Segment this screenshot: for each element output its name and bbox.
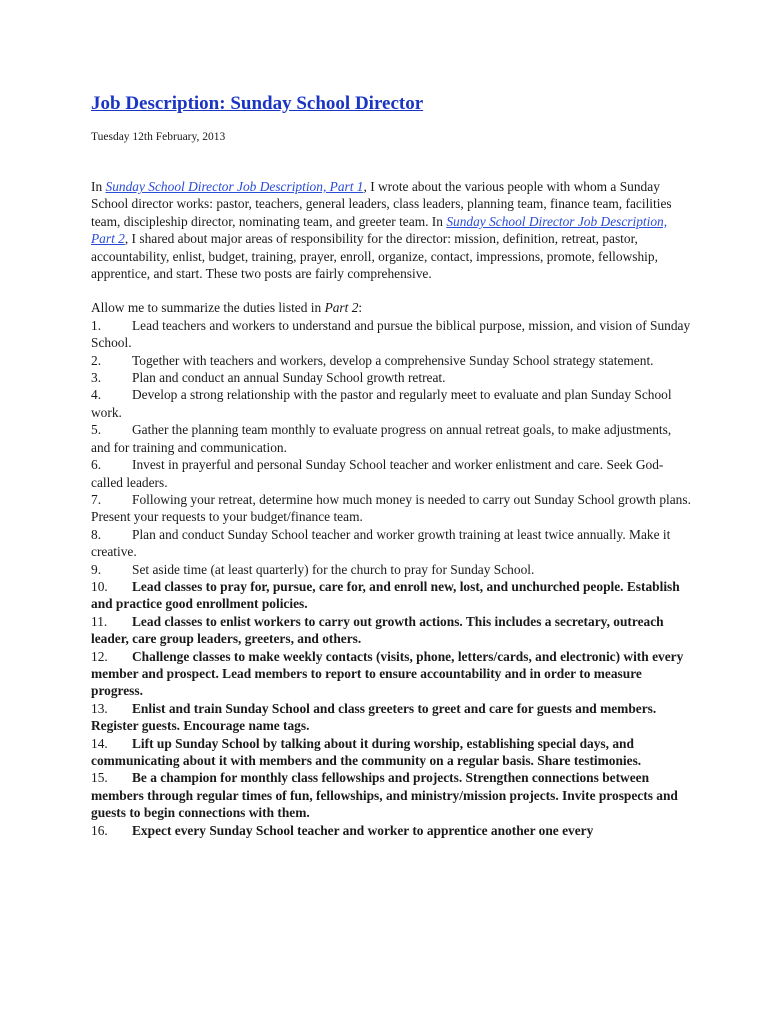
duty-number: 10.: [91, 578, 108, 594]
duty-item: [91, 578, 691, 613]
part-2-link[interactable]: Sunday School Director Job Description, Part 2: [91, 213, 668, 247]
post-date: Tuesday 12th February, 2013: [91, 131, 226, 143]
page-title[interactable]: Job Description: Sunday School Director: [91, 93, 424, 114]
duty-text: Be a champion for monthly class fellowships and projects. Strengthen connections between members through regular times of fun, fellowships, and ministry/mission projects. Invite prospects and guests to begin connections with them.: [91, 770, 678, 821]
intro-text-1: In: [91, 179, 106, 194]
intro-paragraph: [91, 178, 691, 282]
duty-text: Following your retreat, determine how much money is needed to carry out Sunday School growth plans. Present your requests to your budget/finance team.: [91, 491, 691, 525]
duty-number: 11.: [91, 613, 108, 629]
duty-text: Enlist and train Sunday School and class greeters to greet and care for guests and members. Register guests. Encourage name tags.: [91, 700, 657, 734]
duty-text: Plan and conduct Sunday School teacher and worker growth training at least twice annually. Make it creative.: [91, 526, 671, 560]
duty-number: 15.: [91, 770, 108, 786]
duty-item: [91, 386, 691, 421]
summary-lead-text: Allow me to summarize the duties listed in: [91, 300, 325, 316]
duty-number: 4.: [91, 387, 102, 403]
duty-text: Challenge classes to make weekly contacts (visits, phone, letters/cards, and electronic) with every member and prospect. Lead members to report to ensure accountability and in order to measure progress.: [91, 648, 684, 699]
duty-number: 9.: [91, 561, 102, 577]
duty-item: [91, 648, 691, 700]
summary-part-ref: Part 2: [324, 300, 359, 316]
duty-item: [91, 613, 691, 648]
duty-text: Lead classes to enlist workers to carry out growth actions. This includes a secretary, outreach leader, care group leaders, greeters, and others.: [91, 613, 664, 647]
duty-item: [91, 526, 691, 561]
duty-number: 14.: [91, 735, 108, 751]
duty-number: 7.: [91, 491, 102, 507]
summary-lead: [91, 299, 691, 316]
duty-number: 6.: [91, 457, 102, 473]
duty-number: 2.: [91, 352, 102, 368]
article-body: [91, 178, 691, 839]
duty-item: [91, 421, 691, 456]
duty-item: [91, 822, 691, 839]
duty-text: Develop a strong relationship with the pastor and regularly meet to evaluate and plan Sunday School work.: [91, 387, 672, 420]
duty-item: [91, 769, 691, 821]
intro-text-3: , I shared about major areas of responsibility for the director: mission, definition, retreat, pastor, accountability, enlist, budget, training, prayer, enroll, organize, contact, impressions, promote, fellowship, apprentice, and start. These two posts are fairly comprehensive.: [91, 231, 658, 282]
duty-number: 5.: [91, 422, 102, 438]
duty-number: 13.: [91, 700, 108, 716]
part-1-link[interactable]: Sunday School Director Job Description, Part 1: [105, 179, 364, 194]
duty-item: [91, 352, 691, 369]
duty-text: Together with teachers and workers, develop a comprehensive Sunday School strategy statement.: [132, 352, 654, 368]
duty-number: 3.: [91, 370, 102, 386]
duty-item: [91, 317, 691, 352]
duty-number: 12.: [91, 648, 108, 664]
duty-item: [91, 735, 691, 770]
duty-text: Gather the planning team monthly to evaluate progress on annual retreat goals, to make adjustments, and for training and communication.: [91, 422, 672, 455]
duty-text: Lead classes to pray for, pursue, care for, and enroll new, lost, and unchurched people. Establish and practice good enrollment policies.: [91, 578, 680, 612]
duty-text: Expect every Sunday School teacher and worker to apprentice another one every: [132, 822, 594, 838]
duty-text: Lead teachers and workers to understand and pursue the biblical purpose, mission, and vision of Sunday School.: [91, 317, 691, 351]
duty-text: Plan and conduct an annual Sunday School growth retreat.: [132, 370, 446, 386]
duty-number: 1.: [91, 317, 102, 333]
duties-list: [91, 317, 691, 839]
summary-colon: :: [358, 300, 363, 316]
duty-item: [91, 491, 691, 526]
duty-item: [91, 700, 691, 735]
duty-item: [91, 369, 691, 386]
duty-text: Invest in prayerful and personal Sunday School teacher and worker enlistment and care. Seek God-called leaders.: [91, 457, 664, 490]
duty-number: 8.: [91, 526, 102, 542]
duty-text: Lift up Sunday School by talking about it during worship, establishing special days, and communicating about it with members and the community on a regular basis. Share testimonies.: [91, 735, 642, 768]
duty-item: [91, 561, 691, 578]
duty-number: 16.: [91, 822, 108, 838]
intro-text-2: , I wrote about the various people with whom a Sunday School director works: pastor, teachers, general leaders, class leaders, planning team, finance team, facilities team, discipleship director, nominating team, and greeter team. In: [91, 179, 672, 229]
duty-text: Set aside time (at least quarterly) for the church to pray for Sunday School.: [132, 561, 535, 577]
duty-item: [91, 456, 691, 491]
